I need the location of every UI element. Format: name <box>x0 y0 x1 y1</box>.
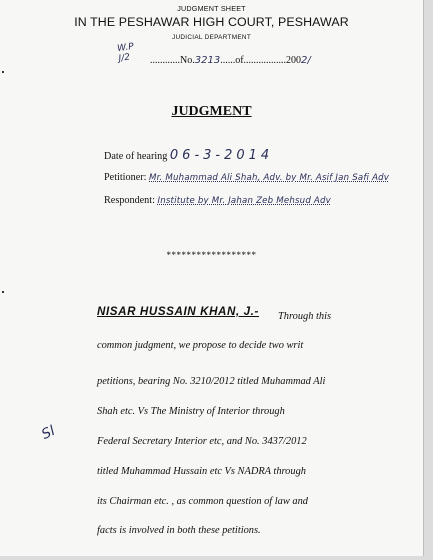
body-line-4: Federal Secretary Interior etc, and No. 3437/2012 <box>97 436 307 447</box>
body-line-6: its Chairman etc. , as common question of law and <box>97 496 308 507</box>
body-line-0: Through this <box>278 311 332 322</box>
body-line-2: petitions, bearing No. 3210/2012 titled Muhammad Ali <box>97 376 326 387</box>
respondent-value: Institute by Mr. Jahan Zeb Mehsud Adv <box>157 196 331 206</box>
petitioner-label: Petitioner: <box>104 172 147 183</box>
court-name: IN THE PESHAWAR HIGH COURT, PESHAWAR <box>74 15 349 29</box>
body-line-7: facts is involved in both these petitions. <box>97 525 261 536</box>
petitioner-value: Mr. Muhammad Ali Shah, Adv. by Mr. Asif Jan Safi Adv <box>149 173 390 183</box>
punch-mark <box>2 291 4 293</box>
hearing-date-label: Date of hearing <box>104 151 168 162</box>
body-line-5: titled Muhammad Hussain etc Vs NADRA through <box>97 466 306 477</box>
punch-mark <box>2 71 4 73</box>
handwritten-margin-note-top: W.P J/2 <box>116 41 135 65</box>
respondent-label: Respondent: <box>104 195 155 206</box>
separator-stars: ****************** <box>166 250 257 260</box>
department-name: JUDICIAL DEPARTMENT <box>171 34 252 41</box>
petitioner-field <box>104 172 389 183</box>
handwritten-margin-note-side: Sl <box>39 423 58 443</box>
case-number-line <box>150 55 311 66</box>
case-number-handwritten: 3213 <box>194 55 221 66</box>
hearing-date-value: 06-3-2014 <box>169 148 274 163</box>
case-year-handwritten: 2/ <box>301 55 311 66</box>
judge-name: NISAR HUSSAIN KHAN, J.- <box>97 305 259 318</box>
body-line-3: Shah etc. Vs The Ministry of Interior through <box>97 406 285 417</box>
hearing-date-field <box>104 148 273 163</box>
case-number-prefix: ............No. <box>150 55 195 66</box>
page-title: JUDGMENT <box>171 104 252 119</box>
body-line-1: common judgment, we propose to decide two writ <box>97 340 304 351</box>
sheet-title: JUDGMENT SHEET <box>177 4 246 13</box>
respondent-field <box>104 195 331 206</box>
case-number-mid: ......of.................200 <box>220 55 302 66</box>
